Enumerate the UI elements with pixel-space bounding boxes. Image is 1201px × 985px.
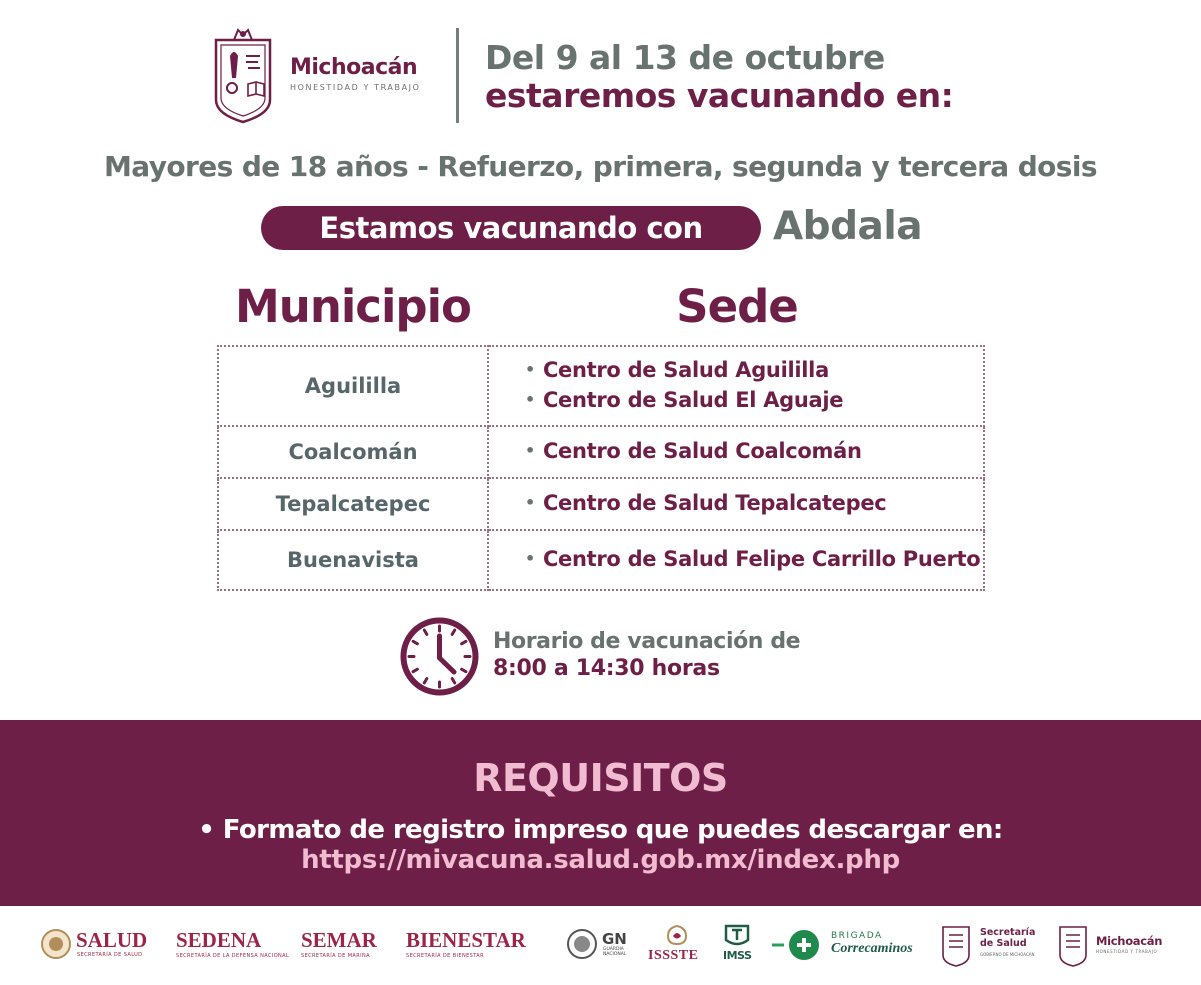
gn-seal-icon [566,928,598,960]
bullet-icon: • [525,549,535,568]
schedule-hours: 8:00 a 14:30 horas [493,656,720,681]
sede-item: • Centro de Salud Tepalcatepec [525,491,887,515]
vaccine-label-pill: Estamos vacunando con [261,206,761,250]
bullet-icon: • [525,390,535,409]
sede-cell [488,478,984,530]
headline: estaremos vacunando en: [485,76,954,115]
roadrunner-icon [770,928,824,962]
column-header-sede: Sede [676,280,798,333]
vaccination-sites-table [217,345,985,591]
sede-cell [488,530,984,590]
municipio-cell: Buenavista [218,530,488,590]
bienestar-logo: BIENESTAR SECRETARÍA DE BIENESTAR [406,928,526,959]
sede-item: • Centro de Salud El Aguaje [525,388,844,412]
schedule-label: Horario de vacunación de [493,629,801,654]
issste-emblem-icon [664,924,690,946]
sede-item: • Centro de Salud Aguililla [525,358,829,382]
sede-cell [488,426,984,478]
clock-icon [399,616,480,697]
semar-logo: SEMAR SECRETARÍA DE MARINA [301,928,377,959]
table-row [218,478,984,530]
sede-cell [488,346,984,426]
bullet-icon: • [525,360,535,379]
municipio-cell: Aguililla [218,346,488,426]
michoacan-crest-logo [212,26,274,124]
audience-line: Mayores de 18 años - Refuerzo, primera, segunda y tercera dosis [104,150,1097,183]
table-row [218,530,984,590]
requirements-title: REQUISITOS [473,756,728,800]
date-range: Del 9 al 13 de octubre [485,38,885,77]
crest-icon [1058,921,1088,967]
requirements-item: • Formato de registro impreso que puedes descargar en: [198,815,1003,845]
registration-link[interactable]: https://mivacuna.salud.gob.mx/index.php [301,845,900,875]
table-row [218,346,984,426]
crest-icon [941,921,971,967]
column-header-municipio: Municipio [235,280,471,333]
sede-item: • Centro de Salud Felipe Carrillo Puerto [525,547,981,571]
brand-name: Michoacán [290,55,418,80]
eagle-seal-icon [40,928,72,960]
sede-item: • Centro de Salud Coalcomán [525,439,862,463]
requirements-band [0,720,1201,906]
bullet-icon: • [525,493,535,512]
municipio-cell: Tepalcatepec [218,478,488,530]
imss-emblem-icon [720,924,754,948]
sedena-logo: SEDENA SECRETARÍA DE LA DEFENSA NACIONAL [176,928,290,959]
municipio-cell: Coalcomán [218,426,488,478]
vaccine-name: Abdala [773,204,923,249]
table-row [218,426,984,478]
brand-tagline: HONESTIDAD Y TRABAJO [290,83,421,92]
header-divider [456,28,459,123]
bullet-icon: • [525,441,535,460]
